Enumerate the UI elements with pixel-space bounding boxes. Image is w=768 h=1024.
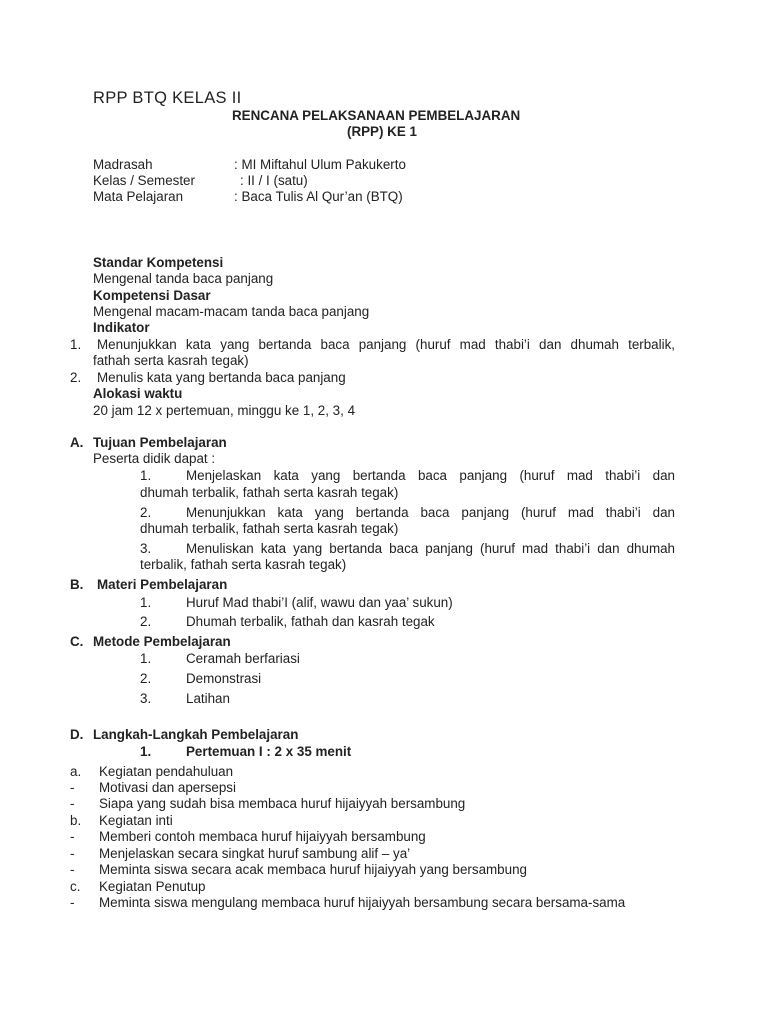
metode-2-num: 2.: [140, 671, 152, 686]
tujuan-3-num: 3.: [140, 541, 152, 556]
step-6-text: Menjelaskan secara singkat huruf sambung alif – ya’: [99, 846, 411, 861]
metode-1-num: 1.: [140, 651, 152, 666]
kompetensi-title: Kompetensi Dasar: [93, 288, 211, 303]
section-b-letter: B.: [70, 577, 84, 592]
step-5-text: Memberi contoh membaca huruf hijaiyyah bersambung: [99, 829, 426, 844]
tujuan-3-line1: Menuliskan kata yang bertanda baca panjang (huruf mad thabi’i dan dhumah: [186, 541, 675, 556]
indikator-2-line1: Menulis kata yang bertanda baca panjang: [97, 370, 346, 385]
step-7-marker: -: [70, 862, 75, 877]
tujuan-2-line1: Menunjukkan kata yang bertanda baca panjang (huruf mad thabi’i dan: [186, 505, 675, 520]
section-a-letter: A.: [70, 435, 84, 450]
tujuan-1-num: 1.: [140, 468, 152, 483]
indikator-1-line1: Menunjukkan kata yang bertanda baca panjang (huruf mad thabi’i dan dhumah terbalik,: [97, 337, 675, 352]
identity-label-mapel: Mata Pelajaran: [93, 189, 184, 204]
standar-title: Standar Kompetensi: [93, 255, 224, 270]
section-a-title: Tujuan Pembelajaran: [93, 435, 227, 450]
identity-value-mapel: : Baca Tulis Al Qur’an (BTQ): [234, 189, 403, 204]
section-c-title: Metode Pembelajaran: [93, 634, 231, 649]
tujuan-2-num: 2.: [140, 505, 152, 520]
materi-1-num: 1.: [140, 595, 152, 610]
heading-line1: RENCANA PELAKSANAAN PEMBELAJARAN: [232, 108, 521, 123]
metode-3-text: Latihan: [186, 691, 230, 706]
step-4-marker: b.: [70, 813, 82, 828]
indikator-2-num: 2.: [70, 370, 82, 385]
step-3-marker: -: [70, 796, 75, 811]
section-d-title: Langkah-Langkah Pembelajaran: [93, 727, 299, 742]
alokasi-title: Alokasi waktu: [93, 386, 183, 401]
step-7-text: Meminta siswa secara acak membaca huruf hijaiyyah yang bersambung: [99, 862, 527, 877]
alokasi-text: 20 jam 12 x pertemuan, minggu ke 1, 2, 3, 4: [93, 403, 356, 418]
step-5-marker: -: [70, 829, 75, 844]
metode-2-text: Demonstrasi: [186, 671, 262, 686]
identity-label-kelas: Kelas / Semester: [93, 173, 195, 188]
step-8-text: Kegiatan Penutup: [99, 879, 206, 894]
meeting-text: Pertemuan I : 2 x 35 menit: [186, 744, 352, 759]
heading-line2: (RPP) KE 1: [347, 124, 417, 139]
step-9-marker: -: [70, 895, 75, 910]
indikator-1-line2: fathah serta kasrah tegak): [93, 353, 249, 368]
tujuan-1-line2: dhumah terbalik, fathah serta kasrah tegak): [140, 485, 399, 500]
kompetensi-text: Mengenal macam-macam tanda baca panjang: [93, 304, 370, 319]
section-b-title: Materi Pembelajaran: [97, 577, 228, 592]
metode-3-num: 3.: [140, 691, 152, 706]
identity-value-kelas: : II / I (satu): [240, 173, 308, 188]
section-a-intro: Peserta didik dapat :: [93, 451, 216, 466]
doc-title: RPP BTQ KELAS II: [93, 89, 242, 107]
materi-1-text: Huruf Mad thabi’I (alif, wawu dan yaa’ sukun): [186, 595, 453, 610]
materi-2-text: Dhumah terbalik, fathah dan kasrah tegak: [186, 614, 435, 629]
section-d-letter: D.: [70, 727, 84, 742]
indikator-title: Indikator: [93, 320, 150, 335]
step-6-marker: -: [70, 846, 75, 861]
step-3-text: Siapa yang sudah bisa membaca huruf hijaiyyah bersambung: [99, 796, 466, 811]
metode-1-text: Ceramah berfariasi: [186, 651, 300, 666]
step-1-text: Kegiatan pendahuluan: [99, 764, 234, 779]
step-8-marker: c.: [70, 879, 81, 894]
tujuan-1-line1: Menjelaskan kata yang bertanda baca panjang (huruf mad thabi’i dan: [186, 468, 675, 483]
step-1-marker: a.: [70, 764, 82, 779]
section-c-letter: C.: [70, 634, 84, 649]
standar-text: Mengenal tanda baca panjang: [93, 271, 274, 286]
identity-value-madrasah: : MI Miftahul Ulum Pakukerto: [234, 157, 406, 172]
tujuan-3-line2: terbalik, fathah serta kasrah tegak): [140, 557, 347, 572]
identity-label-madrasah: Madrasah: [93, 157, 153, 172]
step-4-text: Kegiatan inti: [99, 813, 173, 828]
step-2-text: Motivasi dan apersepsi: [99, 780, 236, 795]
step-9-text: Meminta siswa mengulang membaca huruf hijaiyyah bersambung secara bersama-sama: [99, 895, 626, 910]
tujuan-2-line2: dhumah terbalik, fathah serta kasrah tegak): [140, 521, 399, 536]
indikator-1-num: 1.: [70, 337, 82, 352]
step-2-marker: -: [70, 780, 75, 795]
materi-2-num: 2.: [140, 614, 152, 629]
meeting-num: 1.: [140, 744, 152, 759]
